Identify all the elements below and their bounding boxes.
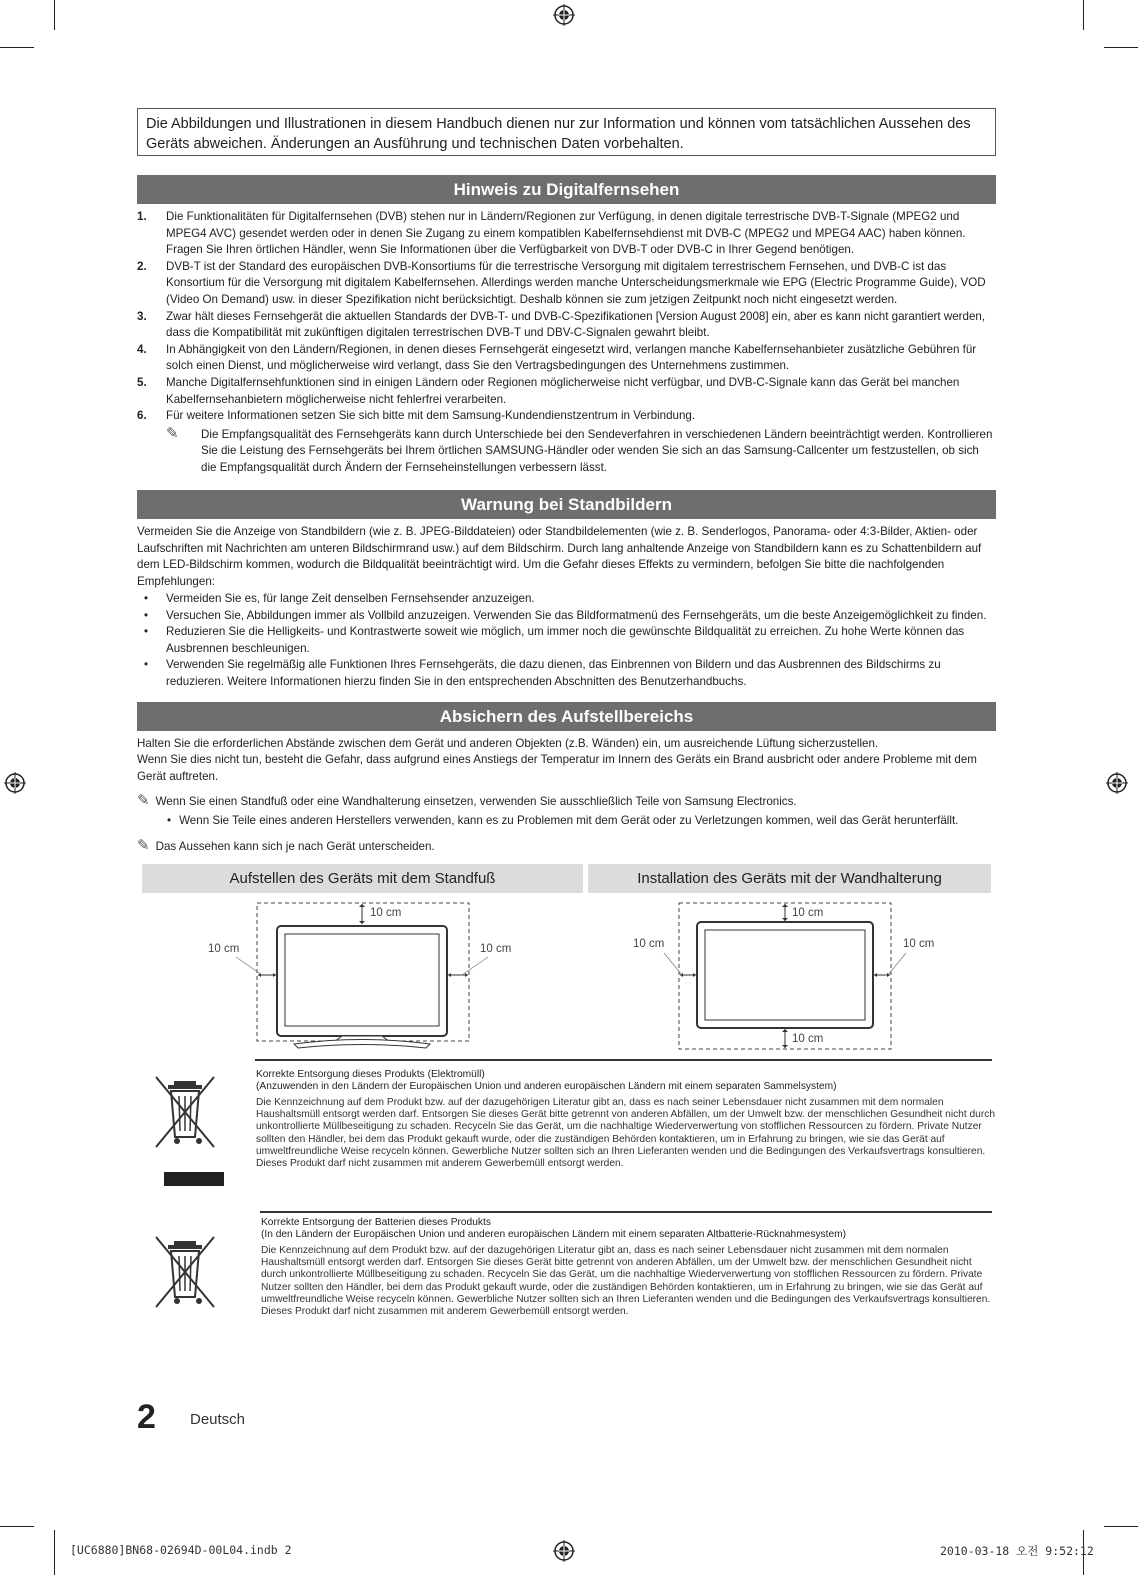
installation-para-2: Wenn Sie dies nicht tun, besteht die Gefahr, dass aufgrund eines Anstiegs der Temperatur im Innern des Geräts ein Brand ausbricht oder andere Probleme mit dem Gerät auftreten. bbox=[137, 753, 977, 783]
section-title-still-image: Warnung bei Standbildern bbox=[137, 490, 996, 519]
bullet-text: Reduzieren Sie die Helligkeits- und Kontrastwerte soweit wie möglich, um immer noch die gewünschte Bildqualität zu erreichen. Zu hohe Werte können das Ausbrennen beschleunigen. bbox=[166, 625, 965, 655]
note-text: Wenn Sie einen Standfuß oder eine Wandhalterung einsetzen, verwenden Sie ausschließlich Teile von Samsung Electronics. bbox=[155, 795, 797, 808]
installation-note-1 bbox=[137, 793, 996, 811]
crop-mark bbox=[1104, 1526, 1138, 1527]
clearance-left-label: 10 cm bbox=[633, 938, 665, 950]
clearance-left-label: 10 cm bbox=[208, 943, 240, 955]
print-file-name: [UC6880]BN68-02694D-00L04.indb 2 bbox=[70, 1543, 292, 1557]
page-number: 2 bbox=[137, 1398, 156, 1436]
divider bbox=[255, 1059, 992, 1061]
bullet-icon: • bbox=[144, 608, 149, 622]
item-text: DVB-T ist der Standard des europäischen DVB-Konsortiums für die terrestrische Versorgung mit digitalem terrestrischem Fernsehen, und DVB-C ist das Konsortium für die Versorgung mit digitalem Kabelfernsehen. Allerdings werden manche Unterscheidungsmerkmale wie EPG (Electric Programme Guide), VOD (Video On Demand) usw. in dieser Spezifikation nicht berücksichtigt. Deshalb können sie zum jetzigen Zeitpunkt noch nicht eingesetzt werden. bbox=[166, 259, 986, 306]
crop-mark bbox=[0, 47, 34, 48]
list-item bbox=[137, 408, 996, 425]
crop-mark bbox=[1104, 47, 1138, 48]
weee-title: Korrekte Entsorgung dieses Produkts (Elektromüll) bbox=[256, 1069, 485, 1080]
battery-body: Die Kennzeichnung auf dem Produkt bzw. auf der dazugehörigen Literatur gibt an, dass es nach seiner Lebensdauer nicht zusammen mit dem normalen Haushaltsmüll entsorgt werden darf. Entsorgen Sie dieses Gerät bitte getrennt von anderen Abfällen, um der Umwelt bzw. der menschlichen Gesundheit nicht durch unkontrollierte Müllbeseitigung zu schaden. Recyceln Sie das Gerät, um die nachhaltige Wiederverwertung von stofflichen Ressourcen zu fördern. Private Nutzer sollten den Händler, bei dem das Produkt gekauft wurde, oder die zuständigen Behörden kontaktieren, um in Erfahrung zu bringen, wie sie das Gerät auf umweltfreundliche Weise recyceln können. Gewerbliche Nutzer sollten sich an Ihren Lieferanten wenden und die Bedingungen des Verkaufsvertrags konsultieren. Dieses Produkt darf nicht zusammen mit anderem Gewerbemüll entsorgt werden. bbox=[261, 1245, 991, 1318]
section-title-installation: Absichern des Aufstellbereichs bbox=[137, 702, 996, 731]
crop-mark bbox=[1083, 0, 1084, 30]
pencil-icon: ✎ bbox=[137, 792, 150, 809]
item-number: 2. bbox=[137, 259, 147, 273]
registration-mark-icon bbox=[553, 1540, 575, 1562]
list-item bbox=[137, 608, 996, 625]
item-text: Manche Digitalfernsehfunktionen sind in einigen Ländern oder Regionen möglicherweise nicht verfügbar, und DVB-C-Signale kann das Gerät bei manchen Kabelfernsehanbietern möglicherweise nicht fehlerfrei verarbeiten. bbox=[166, 375, 960, 406]
still-image-intro: Vermeiden Sie die Anzeige von Standbildern (wie z. B. JPEG-Bilddateien) oder Standbildelementen (wie z. B. Senderlogos, Panorama- oder 4:3-Bilder, Aktien- oder Laufschriften mit Nachrichten am unteren Bildschirmrand usw.) auf dem Bildschirm. Durch lang anhaltende Anzeige von Standbildern kann es zu Schattenbildern auf dem LED-Bildschirm kommen, wodurch die Bildqualität beeinträchtigt wird. Um die Gefahr dieses Effekts zu vermindern, befolgen Sie bitte die nachfolgenden Empfehlungen: bbox=[137, 525, 982, 588]
wall-install-title: Installation des Geräts mit der Wandhalterung bbox=[588, 864, 991, 893]
pencil-icon: ✎ bbox=[166, 424, 179, 442]
clearance-right-label: 10 cm bbox=[903, 938, 935, 950]
weee-body: Die Kennzeichnung auf dem Produkt bzw. auf der dazugehörigen Literatur gibt an, dass es nach seiner Lebensdauer nicht zusammen mit dem normalen Haushaltsmüll entsorgt werden darf. Entsorgen Sie dieses Gerät bitte getrennt von anderen Abfällen, um der Umwelt bzw. der menschlichen Gesundheit nicht durch unkontrollierte Müllbeseitigung zu schaden. Recyceln Sie das Gerät, um die nachhaltige Wiederverwertung von stofflichen Ressourcen zu fördern. Private Nutzer sollten den Händler, bei dem das Produkt gekauft wurde, oder die zuständigen Behörden kontaktieren, um in Erfahrung zu bringen, wie sie das Gerät auf umweltfreundliche Weise recyceln können. Gewerbliche Nutzer sollten sich an Ihren Lieferanten wenden und die Bedingungen des Verkaufsvertrags konsultieren. Dieses Produkt darf nicht zusammen mit anderem Gewerbemüll entsorgt werden. bbox=[256, 1097, 995, 1170]
battery-title: Korrekte Entsorgung der Batterien dieses Produkts bbox=[261, 1217, 491, 1228]
crop-mark bbox=[0, 1526, 34, 1527]
bullet-icon: • bbox=[144, 658, 149, 672]
note-text: Das Aussehen kann sich je nach Gerät unterscheiden. bbox=[155, 840, 435, 853]
crossed-bin-icon bbox=[152, 1233, 218, 1313]
clearance-top-label: 10 cm bbox=[370, 907, 402, 919]
item-number: 4. bbox=[137, 342, 147, 356]
item-text: In Abhängigkeit von den Ländern/Regionen, in denen dieses Fernsehgerät eingesetzt wird, verlangen manche Kabelfernsehanbieter zusätzliche Gebühren für solch einen Dienst, und möglicherweise wird verlangt, dass Sie den Vertragsbedingungen des Unternehmens zustimmen. bbox=[166, 342, 977, 373]
item-text: Für weitere Informationen setzen Sie sich bitte mit dem Samsung-Kundendienstzentrum in Verbindung. bbox=[166, 409, 696, 423]
installation-subnote bbox=[137, 813, 996, 830]
battery-subtitle: (In den Ländern der Europäischen Union und anderen europäischen Ländern mit einem separaten Altbatterie-Rücknahmesystem) bbox=[261, 1229, 847, 1240]
crop-mark bbox=[54, 0, 55, 30]
crossed-bin-icon bbox=[152, 1073, 218, 1153]
list-item bbox=[137, 657, 996, 690]
weee-subtitle: (Anzuwenden in den Ländern der Europäischen Union und anderen europäischen Ländern mit einem separaten Sammelsystem) bbox=[256, 1081, 837, 1092]
item-number: 3. bbox=[137, 309, 147, 323]
clearance-right-label: 10 cm bbox=[480, 943, 512, 955]
installation-note-2 bbox=[137, 838, 996, 856]
item-text: Die Funktionalitäten für Digitalfernsehen (DVB) stehen nur in Ländern/Regionen zur Verfügung, in denen digitale terrestrische DVB-T-Signale (MPEG2 und MPEG4 AVC) gesendet werden oder in denen Sie Zugang zu einem kompatiblen Kabelfernsehdienst mit DVB-C (MPEG2 und MPEG4 AAC) haben können. Fragen Sie Ihren örtlichen Händler, wenn Sie Informationen über die Verfügbarkeit von DVB-T oder DVB-C in Ihrer Gegend benötigen. bbox=[166, 210, 966, 257]
weee-text-block bbox=[256, 1069, 996, 1170]
clearance-top-label: 10 cm bbox=[792, 907, 824, 919]
bullet-icon: • bbox=[144, 592, 149, 605]
bullet-text: Vermeiden Sie es, für lange Zeit denselben Fernsehsender anzuzeigen. bbox=[166, 592, 535, 605]
bullet-icon: • bbox=[167, 814, 172, 827]
item-number: 6. bbox=[137, 409, 147, 423]
disclaimer-box: Die Abbildungen und Illustrationen in diesem Handbuch dienen nur zur Information und können vom tatsächlichen Aussehen des Geräts abweichen. Änderungen an Ausführung und technischen Daten vorbehalten. bbox=[137, 108, 996, 156]
bullet-text: Versuchen Sie, Abbildungen immer als Vollbild anzuzeigen. Verwenden Sie das Bildformatmenü des Fernsehgeräts, um die beste Anzeigemöglichkeit zu finden. bbox=[166, 608, 987, 622]
stand-install-title: Aufstellen des Geräts mit dem Standfuß bbox=[142, 864, 583, 893]
note bbox=[166, 424, 996, 477]
item-text: Zwar hält dieses Fernsehgerät die aktuellen Standards der DVB-T- und DVB-C-Spezifikationen [Version August 2008] ein, aber es kann nicht garantiert werden, dass die Kompatibilität mit zukünftigen digitalen terrestrischen DVB-T und DBV-C-Signalen gewahrt bleibt. bbox=[166, 309, 986, 340]
list-item bbox=[137, 209, 996, 259]
list-item bbox=[137, 309, 996, 342]
page-language: Deutsch bbox=[190, 1411, 246, 1428]
subnote-text: Wenn Sie Teile eines anderen Herstellers verwenden, kann es zu Problemen mit dem Gerät oder zu Verletzungen kommen, weil das Gerät herunterfällt. bbox=[179, 814, 959, 827]
list-item bbox=[137, 624, 996, 657]
digital-tv-list bbox=[137, 209, 996, 477]
installation-para-1: Halten Sie die erforderlichen Abstände zwischen dem Gerät und anderen Objekten (z.B. Wänden) ein, um ausreichende Lüftung sicherzustellen. bbox=[137, 737, 879, 750]
stand-clearance-diagram bbox=[190, 895, 560, 1057]
divider bbox=[260, 1211, 992, 1213]
battery-text-block bbox=[261, 1217, 991, 1318]
clearance-bottom-label: 10 cm bbox=[792, 1033, 824, 1045]
bullet-text: Verwenden Sie regelmäßig alle Funktionen Ihres Fernsehgeräts, die dazu dienen, das Einbrennen von Bildern und das Ausbrennen des Bildschirms zu reduzieren. Weitere Informationen hierzu finden Sie in den entsprechenden Abschnitten des Benutzerhandbuchs. bbox=[166, 658, 941, 688]
weee-black-bar bbox=[164, 1172, 224, 1186]
list-item bbox=[137, 342, 996, 375]
note-text: Die Empfangsqualität des Fernsehgeräts kann durch Unterschiede bei den Sendeverfahren in verschiedenen Ländern beeinträchtigt werden. Kontrollieren Sie die Leistung des Fernsehgeräts bei Ihrem örtlichen SAMSUNG-Händler oder wenden Sie sich an das Samsung-Callcenter um festzustellen, ob sich die Empfangsqualität durch Ändern der Fernseheinstellungen verbessern lässt. bbox=[201, 427, 993, 474]
registration-mark-icon bbox=[553, 4, 575, 26]
pencil-icon: ✎ bbox=[137, 837, 150, 854]
bullet-icon: • bbox=[144, 625, 149, 639]
registration-mark-icon bbox=[1106, 772, 1128, 794]
wall-clearance-diagram bbox=[620, 895, 960, 1057]
list-item bbox=[137, 591, 996, 608]
still-image-bullets bbox=[137, 591, 996, 691]
crop-mark bbox=[54, 1530, 55, 1575]
print-timestamp: 2010-03-18 오전 9:52:12 bbox=[940, 1544, 1094, 1558]
registration-mark-icon bbox=[4, 772, 26, 794]
list-item bbox=[137, 375, 996, 408]
item-number: 1. bbox=[137, 210, 147, 223]
list-item bbox=[137, 259, 996, 309]
section-title-digital-tv: Hinweis zu Digitalfernsehen bbox=[137, 175, 996, 204]
item-number: 5. bbox=[137, 375, 147, 389]
